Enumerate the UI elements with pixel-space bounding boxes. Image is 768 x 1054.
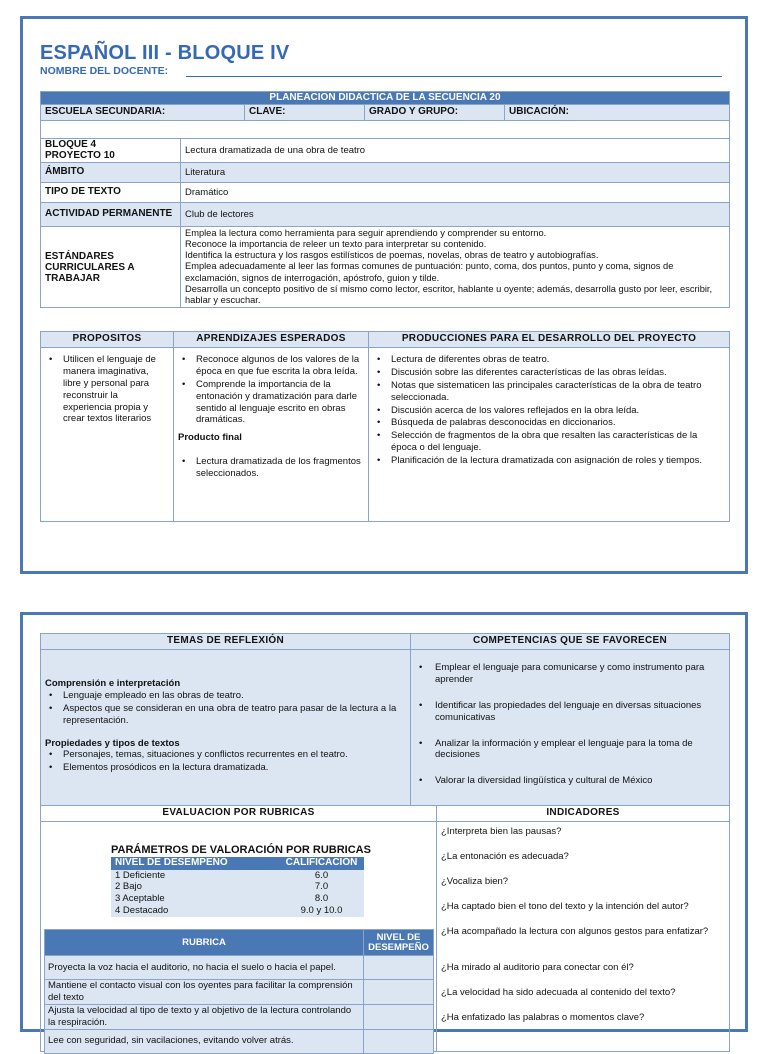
params-header: NIVEL DE DESEMPEÑO [111,857,279,870]
list-item: • Analizar la información y emplear el lenguaje para la toma de decisiones [415,738,725,762]
list-item: • Emplear el lenguaje para comunicarse y como instrumento para aprender [415,662,725,686]
temas-cell [41,650,411,806]
list-item: • Lenguaje empleado en las obras de teatro. [45,690,406,702]
indicadores-cell [437,822,730,1052]
params-header: CALIFICACIÓN [279,857,364,870]
teacher-name-label: NOMBRE DEL DOCENTE: [40,65,168,78]
reflection-table [40,633,730,806]
page-2 [20,612,748,1047]
indicator-item: ¿Ha enfatizado las palabras o momentos clave? [441,1012,645,1023]
params-title: PARÁMETROS DE VALORACIÓN POR RUBRICAS [111,844,371,856]
params-table [111,857,364,917]
rubric-level-cell[interactable] [364,980,434,1005]
param-level: 2 Bajo [111,881,279,893]
tipo-texto-value: Dramático [181,183,730,203]
indicator-item: ¿Ha acompañado la lectura con algunos gestos para enfatizar? [441,926,709,937]
propositos-header: PROPOSITOS [41,332,174,348]
list-item: • Notas que sistematicen las principales características de la obra de teatro seleccionada. [373,380,725,404]
rubric-row: Proyecta la voz hacia el auditorio, no hacia el suelo o hacia el papel. [45,956,364,980]
temas-header: TEMAS DE REFLEXIÓN [41,634,411,650]
estandares-label: ESTÁNDARES CURRICULARES A TRABAJAR [41,227,181,308]
actividad-value: Club de lectores [181,203,730,227]
param-level: 4 Destacado [111,905,279,917]
rubric-header: RUBRICA [45,930,364,956]
list-item: • Discusión acerca de los valores reflejados en la obra leída. [373,405,725,417]
rubric-level-cell[interactable] [364,1004,434,1029]
list-item: • Personajes, temas, situaciones y conflictos recurrentes en el teatro. [45,749,406,761]
grado-label: GRADO Y GRUPO: [365,105,505,121]
list-item: • Lectura de diferentes obras de teatro. [373,354,725,366]
evaluacion-header: EVALUACION POR RUBRICAS [41,806,437,822]
list-item: • Planificación de la lectura dramatizada con asignación de roles y tiempos. [373,455,725,467]
indicator-item: ¿Ha captado bien el tono del texto y la intención del autor? [441,901,689,912]
producto-final-label: Producto final [178,432,242,444]
list-item: • Utilicen el lenguaje de manera imaginativa, libre y personal para reconstruir la experiencia propia y crear textos literarios [45,354,169,425]
competencias-header: COMPETENCIAS QUE SE FAVORECEN [411,634,730,650]
indicator-item: ¿La velocidad ha sido adecuada al contenido del texto? [441,987,676,998]
evaluation-table [40,805,730,1052]
param-grade: 6.0 [279,870,364,882]
competencias-cell [411,650,730,806]
list-item: • Lectura dramatizada de los fragmentos seleccionados. [178,456,364,480]
ambito-value: Literatura [181,163,730,183]
list-item: • Elementos prosódicos en la lectura dramatizada. [45,762,406,774]
list-item: • Selección de fragmentos de la obra que resalten las características de la época o del lenguaje. [373,430,725,454]
nivel-header: NIVEL DE DESEMPEÑO [364,930,434,956]
aprendizajes-header: APRENDIZAJES ESPERADOS [174,332,369,348]
teacher-name-line [186,76,722,77]
producciones-cell [369,348,730,522]
rubric-row: Mantiene el contacto visual con los oyentes para facilitar la comprensión del texto [45,980,364,1005]
propositos-cell [41,348,174,522]
producciones-header: PRODUCCIONES PARA EL DESARROLLO DEL PROYECTO [369,332,730,348]
list-item: • Aspectos que se consideran en una obra de teatro para pasar de la lectura a la representación. [45,703,406,727]
list-item: • Discusión sobre las diferentes características de las obras leídas. [373,367,725,379]
actividad-label: ACTIVIDAD PERMANENTE [41,203,181,227]
bloque-label: BLOQUE 4 PROYECTO 10 [41,139,181,163]
list-item: • Búsqueda de palabras desconocidas en diccionarios. [373,417,725,429]
param-level: 3 Aceptable [111,893,279,905]
param-level: 1 Deficiente [111,870,279,882]
list-item: • Reconoce algunos de los valores de la época en que fue escrita la obra leída. [178,354,364,378]
list-item: • Valorar la diversidad lingüística y cultural de México [415,775,725,787]
param-grade: 7.0 [279,881,364,893]
indicator-item: ¿La entonación es adecuada? [441,851,569,862]
planning-title: PLANEACION DIDACTICA DE LA SECUENCIA 20 [41,92,730,105]
list-item: • Identificar las propiedades del lenguaje en diversas situaciones comunicativas [415,700,725,724]
param-grade: 9.0 y 10.0 [279,905,364,917]
rubric-level-cell[interactable] [364,956,434,980]
group-title: Comprensión e interpretación [45,678,181,689]
indicator-item: ¿Vocaliza bien? [441,876,509,887]
rubric-cell [41,822,437,1052]
ambito-label: ÁMBITO [41,163,181,183]
rubric-row: Lee con seguridad, sin vacilaciones, evitando volver atrás. [45,1029,364,1053]
param-grade: 8.0 [279,893,364,905]
indicator-item: ¿Ha mirado al auditorio para conectar con él? [441,962,634,973]
indicator-item: ¿Interpreta bien las pausas? [441,826,562,837]
purposes-table [40,331,730,522]
rubric-table [44,929,434,1054]
tipo-texto-label: TIPO DE TEXTO [41,183,181,203]
indicadores-header: INDICADORES [437,806,730,822]
estandares-value: Emplea la lectura como herramienta para seguir aprendiendo y comprender su entorno. Reconoce la importancia de releer un texto para interpretar su contenido. Identifica la estructura y los rasgos estilísticos de poemas, novelas, obras de teatro y autobiografías. Emplea adecuadamente al leer las formas comunes de puntuación: punto, coma, dos puntos, punto y coma, signos de exclamación, signos de interrogación, apóstrofo, guion y tilde. Desarrolla un concepto positivo de sí mismo como lector, escritor, hablante u oyente; además, desarrolla gusto por leer, escribir, hablar y escuchar. [181,227,730,308]
aprendizajes-cell [174,348,369,522]
ubicacion-label: UBICACIÓN: [505,105,730,121]
page-1 [20,16,748,574]
clave-label: CLAVE: [245,105,365,121]
bloque-value: Lectura dramatizada de una obra de teatro [181,139,730,163]
group-title: Propiedades y tipos de textos [45,737,180,749]
rubric-row: Ajusta la velocidad al tipo de texto y al objetivo de la lectura controlando la respiración. [45,1004,364,1029]
planning-table [40,91,730,308]
list-item: • Comprende la importancia de la entonación y dramatización para darle sentido al lenguaje escrito en obras dramáticas. [178,379,364,427]
document-title: ESPAÑOL III - BLOQUE IV [40,42,290,64]
rubric-level-cell[interactable] [364,1029,434,1053]
school-label: ESCUELA SECUNDARIA: [41,105,245,121]
